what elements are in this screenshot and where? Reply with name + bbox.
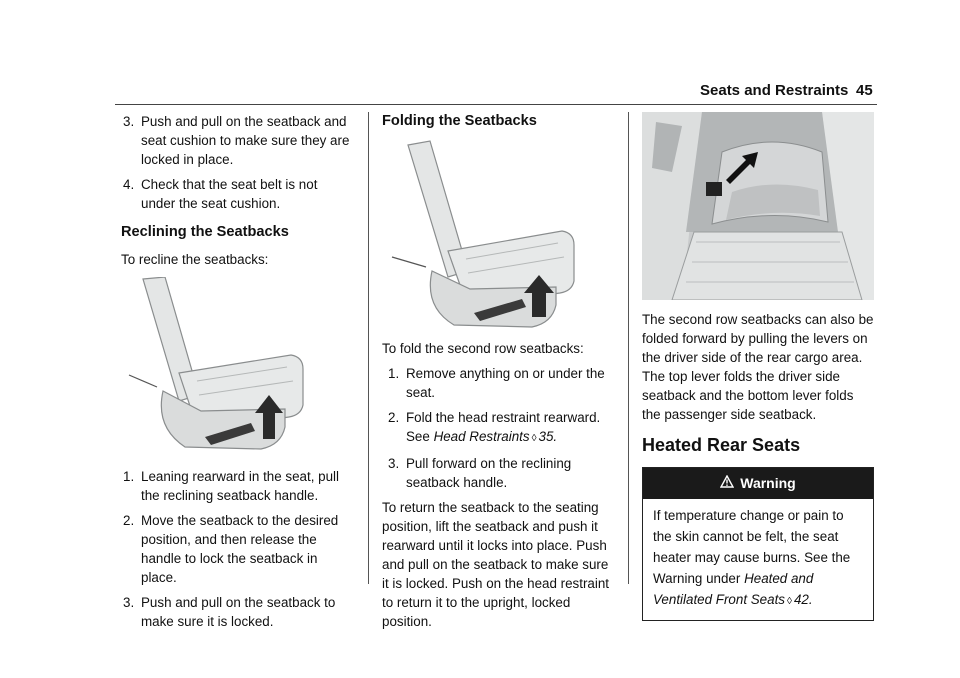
column-1 (121, 112, 353, 637)
page-reference-icon: ◊ (787, 596, 792, 607)
paragraph: To recline the seatbacks: (121, 252, 269, 267)
list-item: 1. Remove anything on or under the seat. (388, 366, 605, 400)
header-rule (115, 104, 877, 105)
warning-text: If temperature change or pain to the skin cannot be felt, the seat heater may cause burns. See the Warning under Heated and Ventilated Front Seats ◊ 42. (653, 508, 851, 607)
cross-reference-link[interactable]: Head Restraints (433, 429, 530, 444)
list-item: 1. Leaning rearward in the seat, pull the reclining seatback handle. (123, 469, 340, 503)
section-heading: Heated Rear Seats (642, 435, 801, 455)
warning-triangle-icon (720, 474, 734, 493)
column-divider-2 (628, 112, 629, 584)
section-heading: Folding the Seatbacks (382, 113, 537, 129)
column-2 (382, 112, 614, 637)
list-item: 2. Fold the head restraint rearward. See Head Restraints ◊ 35. (388, 410, 601, 444)
section-heading: Reclining the Seatbacks (121, 224, 289, 240)
cross-reference-link[interactable]: Heated and Ventilated Front Seats (653, 571, 814, 607)
list-item: 2. Move the seatback to the desired position, and then release the handle to lock the seatback in place. (123, 513, 339, 585)
paragraph: To return the seatback to the seating position, lift the seatback and push it rearward until it locks into place. Push and pull on the seatback to make sure it is locked. Push on the head restraint to return it to the upright, locked position. (382, 500, 610, 629)
cross-reference-page[interactable]: 35. (538, 429, 558, 444)
list-item: 4. Check that the seat belt is not under the seat cushion. (123, 177, 318, 211)
cross-reference-page[interactable]: 42. (793, 592, 813, 607)
fold-seat-illustration (382, 139, 592, 329)
cargo-area-lever-photo (642, 112, 874, 300)
column-divider-1 (368, 112, 369, 584)
warning-box (642, 467, 874, 621)
page-reference-icon: ◊ (531, 433, 537, 444)
recline-seat-illustration (121, 277, 321, 457)
page-number: 45 (856, 82, 873, 99)
paragraph: The second row seatbacks can also be folded forward by pulling the levers on the driver side of the rear cargo area. The top lever folds the driver side seatback and the bottom lever folds the passenger side seatback. (642, 312, 874, 422)
list-item: 3. Push and pull on the seatback and seat cushion to make sure they are locked in place. (123, 114, 350, 167)
list-item: 3. Pull forward on the reclining seatback handle. (388, 456, 572, 490)
paragraph: To fold the second row seatbacks: (382, 341, 584, 356)
list-item: 3. Push and pull on the seatback to make sure it is locked. (123, 595, 336, 629)
warning-label: Warning (740, 475, 796, 491)
warning-header (643, 468, 873, 499)
column-3 (642, 112, 874, 621)
running-header-title: Seats and Restraints (700, 82, 849, 99)
